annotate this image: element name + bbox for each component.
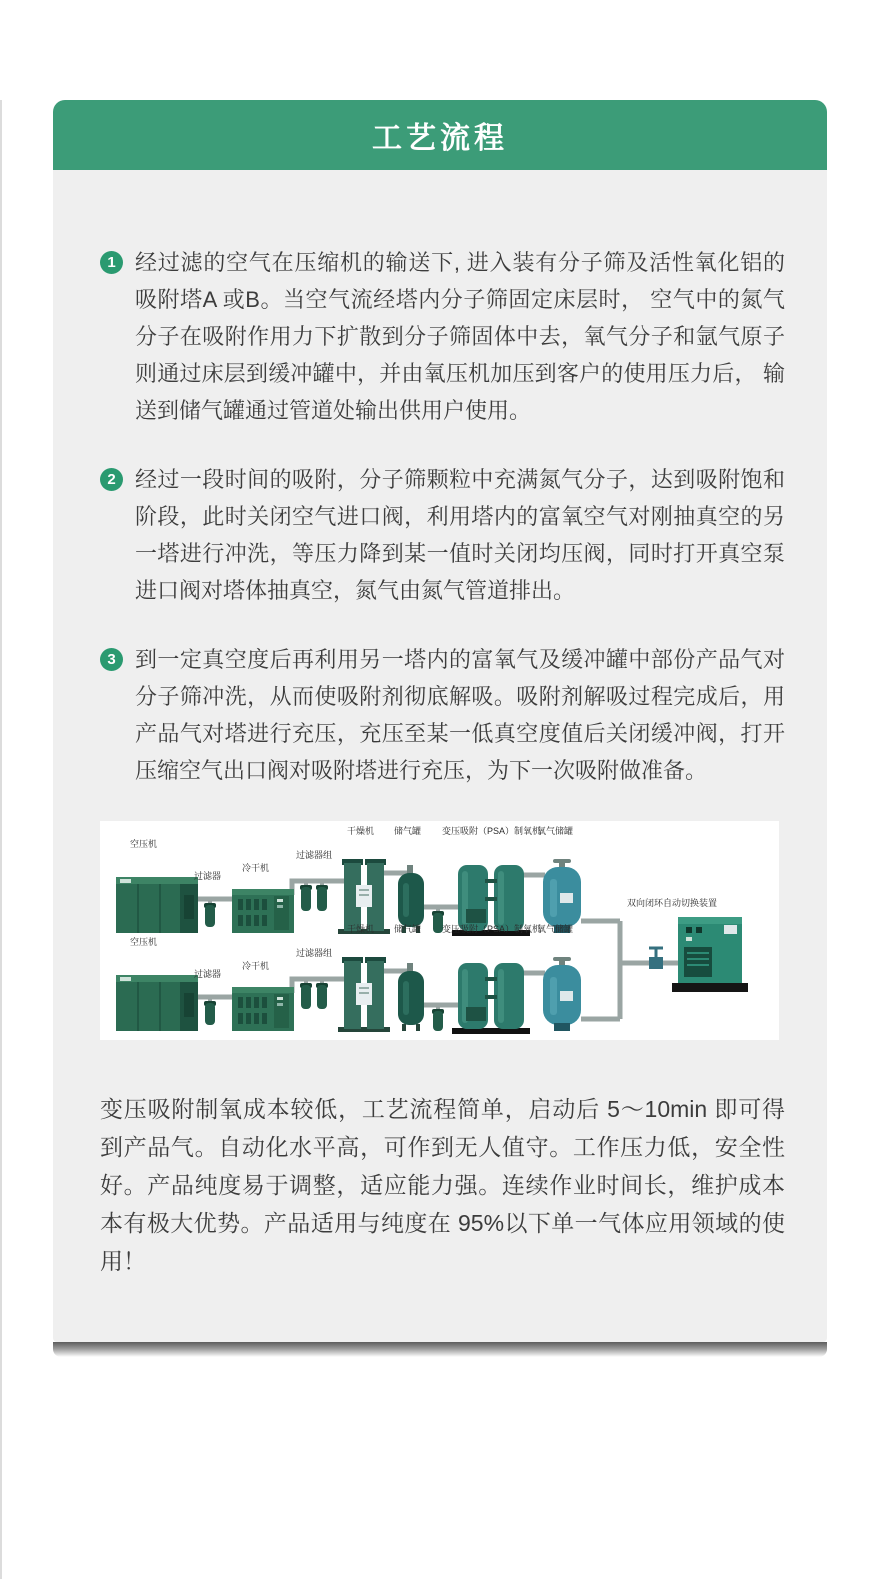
label-air-tank: 储气罐	[394, 826, 422, 836]
collector-piping	[581, 921, 680, 1019]
label-dryer: 干燥机	[347, 826, 375, 836]
step-text-1: 经过滤的空气在压缩机的输送下, 进入装有分子筛及活性氧化铝的吸附塔A 或B。当空气流经塔内分子筛固定床层时， 空气中的氮气分子在吸附作用力下扩散到分子筛固体中去，氧气分子和氩气原子则通过床层到缓冲罐中，并由氧压机加压到客户的使用压力后， 输送到储气罐通过管道处输出供用户使用。	[135, 250, 785, 423]
step-text-3: 到一定真空度后再利用另一塔内的富氧气及缓冲罐中部份产品气对分子筛冲洗，从而使吸附剂彻底解吸。吸附剂解吸过程完成后，用产品气对塔进行充压，充压至某一低真空度值后关闭缓冲阀，打开压缩空气出口阀对吸附塔进行充压，为下一次吸附做准备。	[135, 647, 785, 783]
label-oxygen-tank: 氧气储罐	[537, 826, 574, 836]
label-air-tank: 储气罐	[394, 924, 422, 934]
step-item-2	[100, 461, 785, 609]
process-diagram-svg	[100, 821, 779, 1040]
label-air-compressor: 空压机	[130, 937, 158, 947]
process-diagram	[100, 821, 779, 1040]
step-item-1	[100, 244, 785, 429]
label-air-compressor: 空压机	[130, 839, 158, 849]
step-badge-2: 2	[100, 468, 123, 491]
step-text-2: 经过一段时间的吸附，分子筛颗粒中充满氮气分子，达到吸附饱和阶段，此时关闭空气进口阀，利用塔内的富氧空气对刚抽真空的另一塔进行冲洗，等压力降到某一值时关闭均压阀，同时打开真空泵进口阀对塔体抽真空，氮气由氮气管道排出。	[135, 467, 785, 603]
label-refrigerated-dryer: 冷干机	[242, 863, 270, 873]
label-filter: 过滤器	[194, 871, 222, 881]
card-header-bar	[53, 100, 827, 170]
label-filter: 过滤器	[194, 969, 222, 979]
step-badge-3: 3	[100, 648, 123, 671]
label-psa-generator: 变压吸附（PSA）制氧机	[442, 924, 542, 934]
card-bottom-shadow	[53, 1342, 827, 1357]
label-refrigerated-dryer: 冷干机	[242, 961, 270, 971]
label-dryer: 干燥机	[347, 924, 375, 934]
step-item-3	[100, 641, 785, 789]
label-oxygen-tank: 氧气储罐	[537, 924, 574, 934]
label-filter-group: 过滤器组	[296, 850, 333, 860]
card-body	[53, 170, 827, 1342]
switch-device-icon	[672, 917, 748, 992]
label-switch-device: 双向闭环自动切换装置	[627, 898, 718, 908]
process-card	[53, 100, 827, 1342]
page-left-border	[0, 100, 2, 1579]
valve-icon	[649, 948, 663, 969]
label-filter-group: 过滤器组	[296, 948, 333, 958]
page-title: 工艺流程	[372, 122, 508, 155]
label-psa-generator: 变压吸附（PSA）制氧机	[442, 826, 542, 836]
summary-paragraph: 变压吸附制氧成本较低，工艺流程简单，启动后 5～10min 即可得到产品气。自动化水平高，可作到无人值守。工作压力低，安全性好。产品纯度易于调整，适应能力强。连续作业时间长，维护成本本有极大优势。产品适用与纯度在 95%以下单一气体应用领域的使用！	[100, 1096, 785, 1274]
step-badge-1: 1	[100, 251, 123, 274]
train-row-2	[116, 957, 581, 1034]
